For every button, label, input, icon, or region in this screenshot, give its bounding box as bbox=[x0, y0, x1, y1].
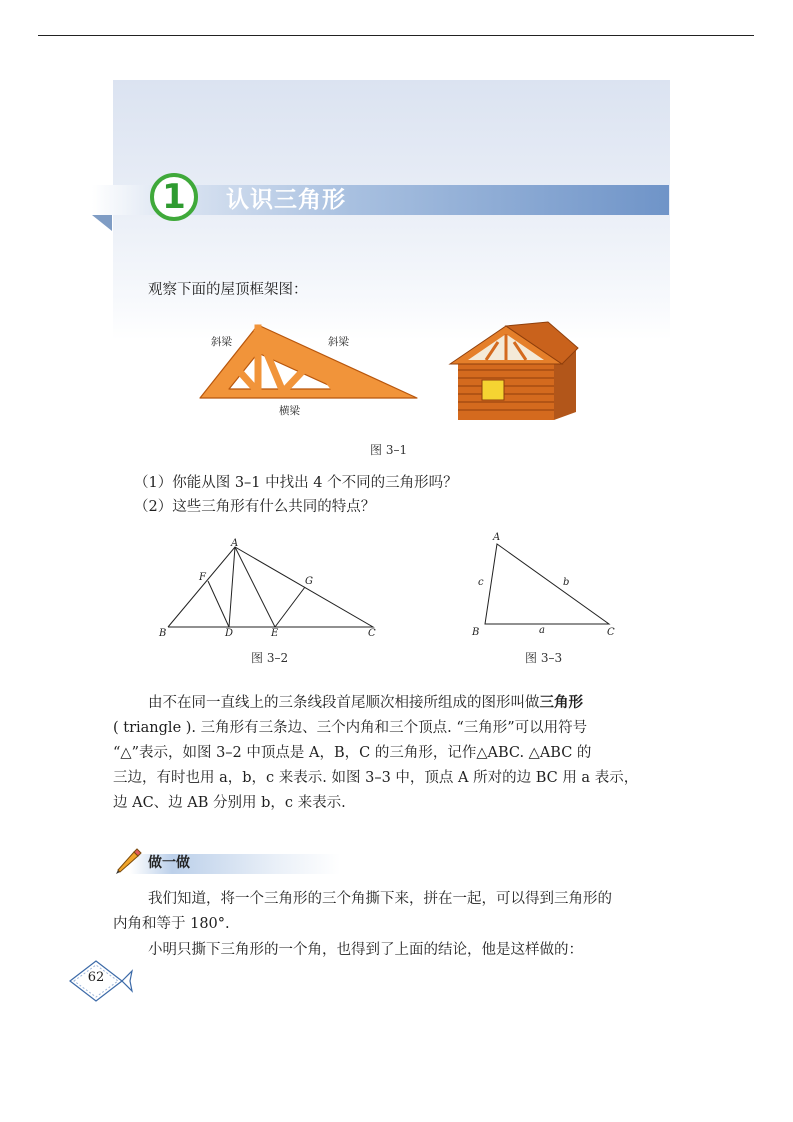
definition-line-1-text: 由不在同一直线上的三条线段首尾顺次相接所组成的图形叫做 bbox=[148, 695, 540, 711]
fig2-label-A: A bbox=[231, 538, 239, 549]
fig2-label-G: G bbox=[305, 576, 313, 587]
fig2-label-B: B bbox=[159, 628, 167, 639]
figure-3-3-caption: 图 3–3 bbox=[525, 651, 563, 665]
question-2: （2）这些三角形有什么共同的特点？ bbox=[134, 499, 376, 515]
fig3-side-c: c bbox=[478, 577, 484, 588]
figure-3-2-diagram bbox=[155, 535, 385, 645]
activity-title: 做一做 bbox=[148, 855, 190, 871]
roof-truss-figure bbox=[195, 320, 425, 430]
pencil-icon bbox=[112, 846, 142, 876]
definition-line-1 bbox=[148, 690, 583, 716]
section-title: 认识三角形 bbox=[226, 187, 346, 213]
fig3-side-a: a bbox=[539, 625, 545, 636]
log-cabin-illustration bbox=[448, 322, 580, 424]
definition-line-2: ( triangle ). 三角形有三条边、三个内角和三个顶点. “三角形”可以用符号 bbox=[113, 720, 588, 736]
definition-line-5: 边 AC、边 AB 分别用 b，c 来表示. bbox=[113, 795, 346, 811]
fig2-label-C: C bbox=[368, 628, 376, 639]
header-rule bbox=[38, 35, 754, 36]
fig3-label-A: A bbox=[493, 532, 501, 543]
fig3-label-C: C bbox=[607, 627, 615, 638]
fig3-label-B: B bbox=[472, 627, 480, 638]
page-number: 62 bbox=[87, 970, 105, 985]
question-1: （1）你能从图 3–1 中找出 4 个不同的三角形吗？ bbox=[134, 475, 458, 491]
fig2-label-F: F bbox=[199, 572, 206, 583]
fig3-side-b: b bbox=[563, 577, 570, 588]
activity-line-2: 内角和等于 180°. bbox=[113, 916, 230, 932]
fig2-label-E: E bbox=[271, 628, 279, 639]
section-number-badge: 1 bbox=[150, 173, 198, 221]
truss-label-left: 斜梁 bbox=[211, 336, 232, 348]
definition-term: 三角形 bbox=[539, 695, 583, 711]
fig2-label-D: D bbox=[225, 628, 234, 639]
figure-3-1-caption: 图 3–1 bbox=[370, 443, 408, 457]
truss-label-bottom: 横梁 bbox=[279, 405, 300, 417]
figure-3-3-diagram bbox=[465, 528, 625, 643]
truss-label-right: 斜梁 bbox=[328, 336, 349, 348]
definition-line-4: 三边，有时也用 a，b，c 来表示. 如图 3–3 中，顶点 A 所对的边 BC 用 a 表示， bbox=[113, 770, 639, 786]
activity-line-3: 小明只撕下三角形的一个角，也得到了上面的结论，他是这样做的： bbox=[148, 942, 583, 958]
activity-line-1: 我们知道，将一个三角形的三个角撕下来，拼在一起，可以得到三角形的 bbox=[148, 891, 612, 907]
definition-line-3: “△”表示，如图 3–2 中顶点是 A，B，C 的三角形，记作△ABC. △ABC 的 bbox=[113, 745, 592, 761]
section-title-fold bbox=[92, 215, 112, 231]
figure-3-2-caption: 图 3–2 bbox=[251, 651, 289, 665]
intro-text: 观察下面的屋顶框架图： bbox=[148, 282, 308, 298]
